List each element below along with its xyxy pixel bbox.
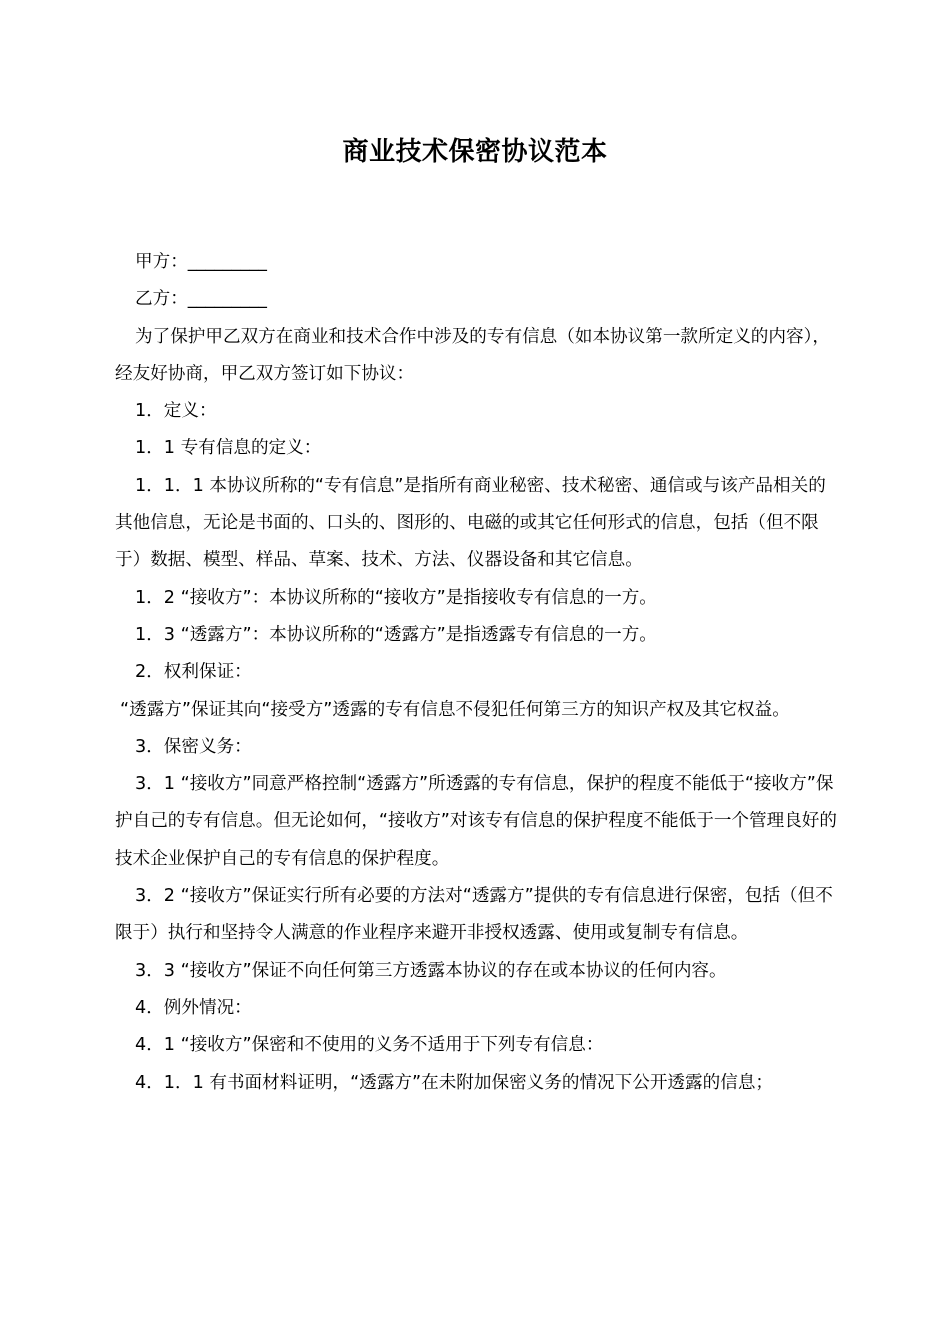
- section-heading-confidentiality: 3．保密义务：: [135, 736, 252, 757]
- party-b-line: 乙方：_________: [135, 289, 267, 310]
- clause-3-2: 3．2 “接收方”保证实行所有必要的方法对“透露方”提供的专有信息进行保密，包括（但不限于）执行和坚持令人满意的作业程序来避开非授权透露、使用或复制专有信息。: [115, 886, 833, 944]
- party-a-line: 甲方：_________: [135, 252, 267, 272]
- clause-1-1-1: 1．1．1 本协议所称的“专有信息”是指所有商业秘密、技术秘密、通信或与该产品相关的其他信息，无论是书面的、口头的、图形的、电磁的或其它任何形式的信息，包括（但不限于）数据、模型、样品、草案、技术、方法、仪器设备和其它信息。: [115, 475, 826, 571]
- clause-1-2: 1．2 “接收方”：本协议所称的“接收方”是指接收专有信息的一方。: [135, 587, 657, 608]
- clause-3-3: 3．3 “接收方”保证不向任何第三方透露本协议的存在或本协议的任何内容。: [135, 960, 727, 981]
- rights-guarantee-paragraph: “透露方”保证其向“接受方”透露的专有信息不侵犯任何第三方的知识产权及其它权益。: [120, 699, 790, 720]
- clause-4-1: 4．1 “接收方”保密和不使用的义务不适用于下列专有信息：: [135, 1035, 604, 1056]
- section-heading-definitions: 1．定义：: [135, 401, 217, 422]
- clause-3-1: 3．1 “接收方”同意严格控制“透露方”所透露的专有信息，保护的程度不能低于“接收方”保护自己的专有信息。但无论如何，“接收方”对该专有信息的保护程度不能低于一个管理良好的技术企业保护自己的专有信息的保护程度。: [115, 774, 837, 869]
- clause-1-3: 1．3 “透露方”：本协议所称的“透露方”是指透露专有信息的一方。: [135, 624, 657, 645]
- document-title: 商业技术保密协议范本: [342, 137, 608, 167]
- section-heading-exceptions: 4．例外情况：: [135, 997, 252, 1018]
- preamble-paragraph: 为了保护甲乙双方在商业和技术合作中涉及的专有信息（如本协议第一款所定义的内容），经友好协商，甲乙双方签订如下协议：: [115, 326, 830, 384]
- document-body: [115, 244, 837, 1102]
- clause-1-1: 1．1 专有信息的定义：: [135, 438, 322, 459]
- clause-4-1-1: 4．1．1 有书面材料证明，“透露方”在未附加保密义务的情况下公开透露的信息；: [135, 1072, 774, 1093]
- section-heading-rights: 2．权利保证：: [135, 662, 252, 683]
